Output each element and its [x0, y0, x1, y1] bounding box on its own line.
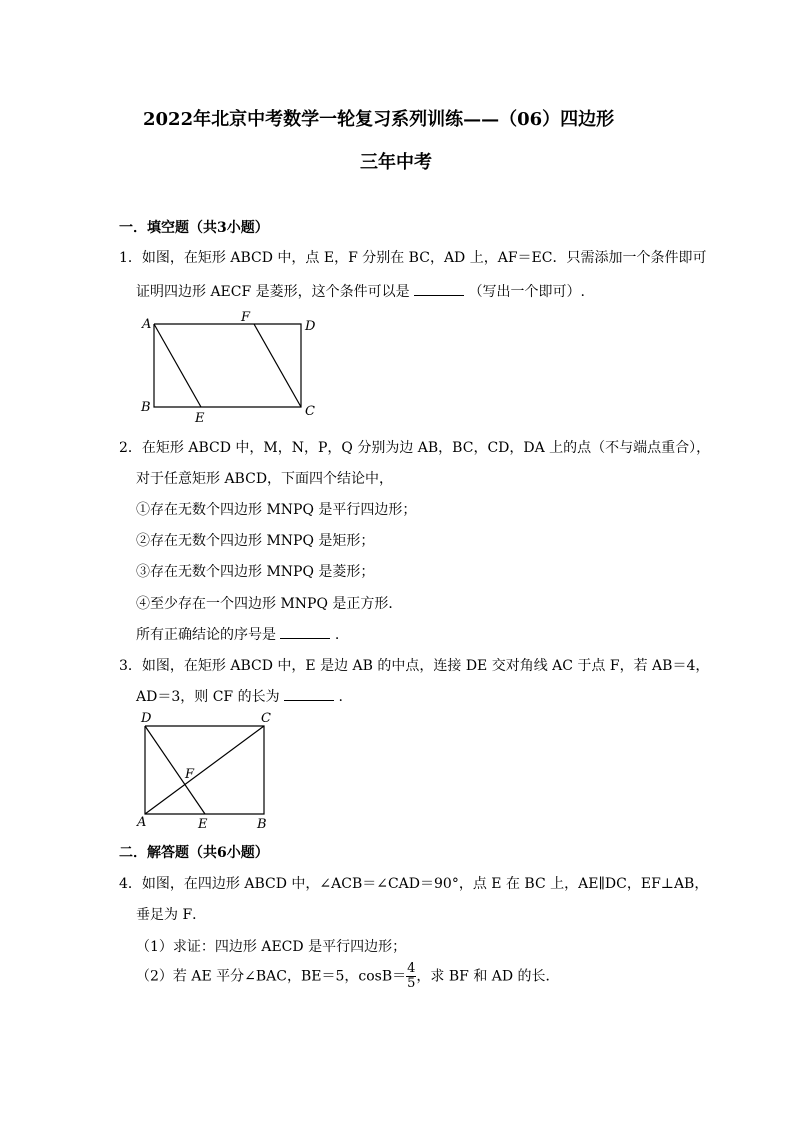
q3-line1: 3．如图，在矩形 ABCD 中，E 是边 AB 的中点，连接 DE 交对角线 AC 于点 F，若 AB＝4，: [119, 658, 710, 674]
q3-answer-blank[interactable]: [284, 688, 334, 701]
q2-option-3: ③存在无数个四边形 MNPQ 是菱形；: [136, 564, 375, 580]
q1-line2-tail: （写出一个即可）.: [468, 284, 586, 300]
q4-part2: [136, 962, 560, 991]
fig1-label-B: B: [141, 400, 151, 415]
q2-answer-prefix: 所有正确结论的序号是: [136, 627, 276, 643]
fig1-rectangle: [154, 324, 301, 407]
q4-part2-tail: ，求 BF 和 AD 的长．: [416, 968, 560, 985]
q4-line2: 垂足为 F．: [136, 907, 207, 923]
q2-answer-blank[interactable]: [280, 626, 330, 639]
fig3-label-F: F: [185, 767, 195, 782]
fig1-label-A: A: [142, 317, 152, 332]
q2-answer-line: [136, 624, 339, 644]
fig3-label-A: A: [137, 815, 147, 830]
q1-line1: 1．如图，在矩形 ABCD 中，点 E，F 分别在 BC，AD 上，AF＝EC．只需添加一个条件即可: [119, 250, 707, 266]
q2-line1: 2．在矩形 ABCD 中，M，N，P，Q 分别为边 AB，BC，CD，DA 上的点（不与端点重合），: [119, 440, 711, 456]
fig3-label-E: E: [198, 817, 208, 832]
q3-line2-tail: .: [338, 689, 343, 705]
q2-option-2: ②存在无数个四边形 MNPQ 是矩形；: [136, 533, 375, 549]
fig3-diagonal-AC: [145, 726, 264, 814]
fig1-label-C: C: [305, 404, 315, 419]
q1-line2: [136, 281, 585, 301]
q2-answer-suffix: .: [334, 627, 340, 643]
fig1-segment-AE: [154, 324, 201, 407]
page-subtitle: 三年中考: [360, 152, 432, 173]
figure-q3-rectangle: [133, 708, 283, 833]
fig1-label-D: D: [305, 319, 316, 334]
q2-line2: 对于任意矩形 ABCD，下面四个结论中，: [136, 471, 394, 487]
fig3-segment-DE: [145, 726, 205, 814]
q1-answer-blank[interactable]: [414, 283, 464, 296]
q2-option-1: ①存在无数个四边形 MNPQ 是平行四边形；: [136, 502, 417, 518]
q3-line2-text: AD＝3，则 CF 的长为: [136, 689, 280, 705]
fig1-label-F: F: [241, 310, 251, 325]
fig3-label-C: C: [261, 711, 271, 726]
fraction-numerator: 4: [407, 961, 416, 976]
section-heading-fill-blank: 一．填空题（共3小题）: [119, 220, 269, 236]
q4-part1: （1）求证：四边形 AECD 是平行四边形；: [136, 939, 407, 955]
q1-line2-text: 证明四边形 AECF 是菱形，这个条件可以是: [136, 284, 410, 300]
fig3-label-B: B: [257, 817, 267, 832]
fig1-label-E: E: [195, 411, 205, 426]
q4-part2-text: （2）若 AE 平分∠BAC，BE＝5，cosB＝: [136, 968, 407, 985]
q4-line1: 4．如图，在四边形 ABCD 中，∠ACB＝∠CAD＝90°，点 E 在 BC 上，AE∥DC，EF⊥AB，: [119, 876, 709, 892]
q3-line2: [136, 686, 343, 706]
fig3-label-D: D: [141, 711, 152, 726]
section-heading-solve: 二．解答题（共6小题）: [119, 845, 269, 861]
fraction-denominator: 5: [407, 976, 416, 991]
fraction-cosB: [406, 962, 416, 991]
fig1-segment-FC: [254, 324, 301, 407]
page-title: 2022年北京中考数学一轮复习系列训练——（06）四边形: [143, 109, 615, 130]
q2-option-4: ④至少存在一个四边形 MNPQ 是正方形．: [136, 596, 403, 612]
figure-q1-rectangle: [135, 308, 335, 428]
